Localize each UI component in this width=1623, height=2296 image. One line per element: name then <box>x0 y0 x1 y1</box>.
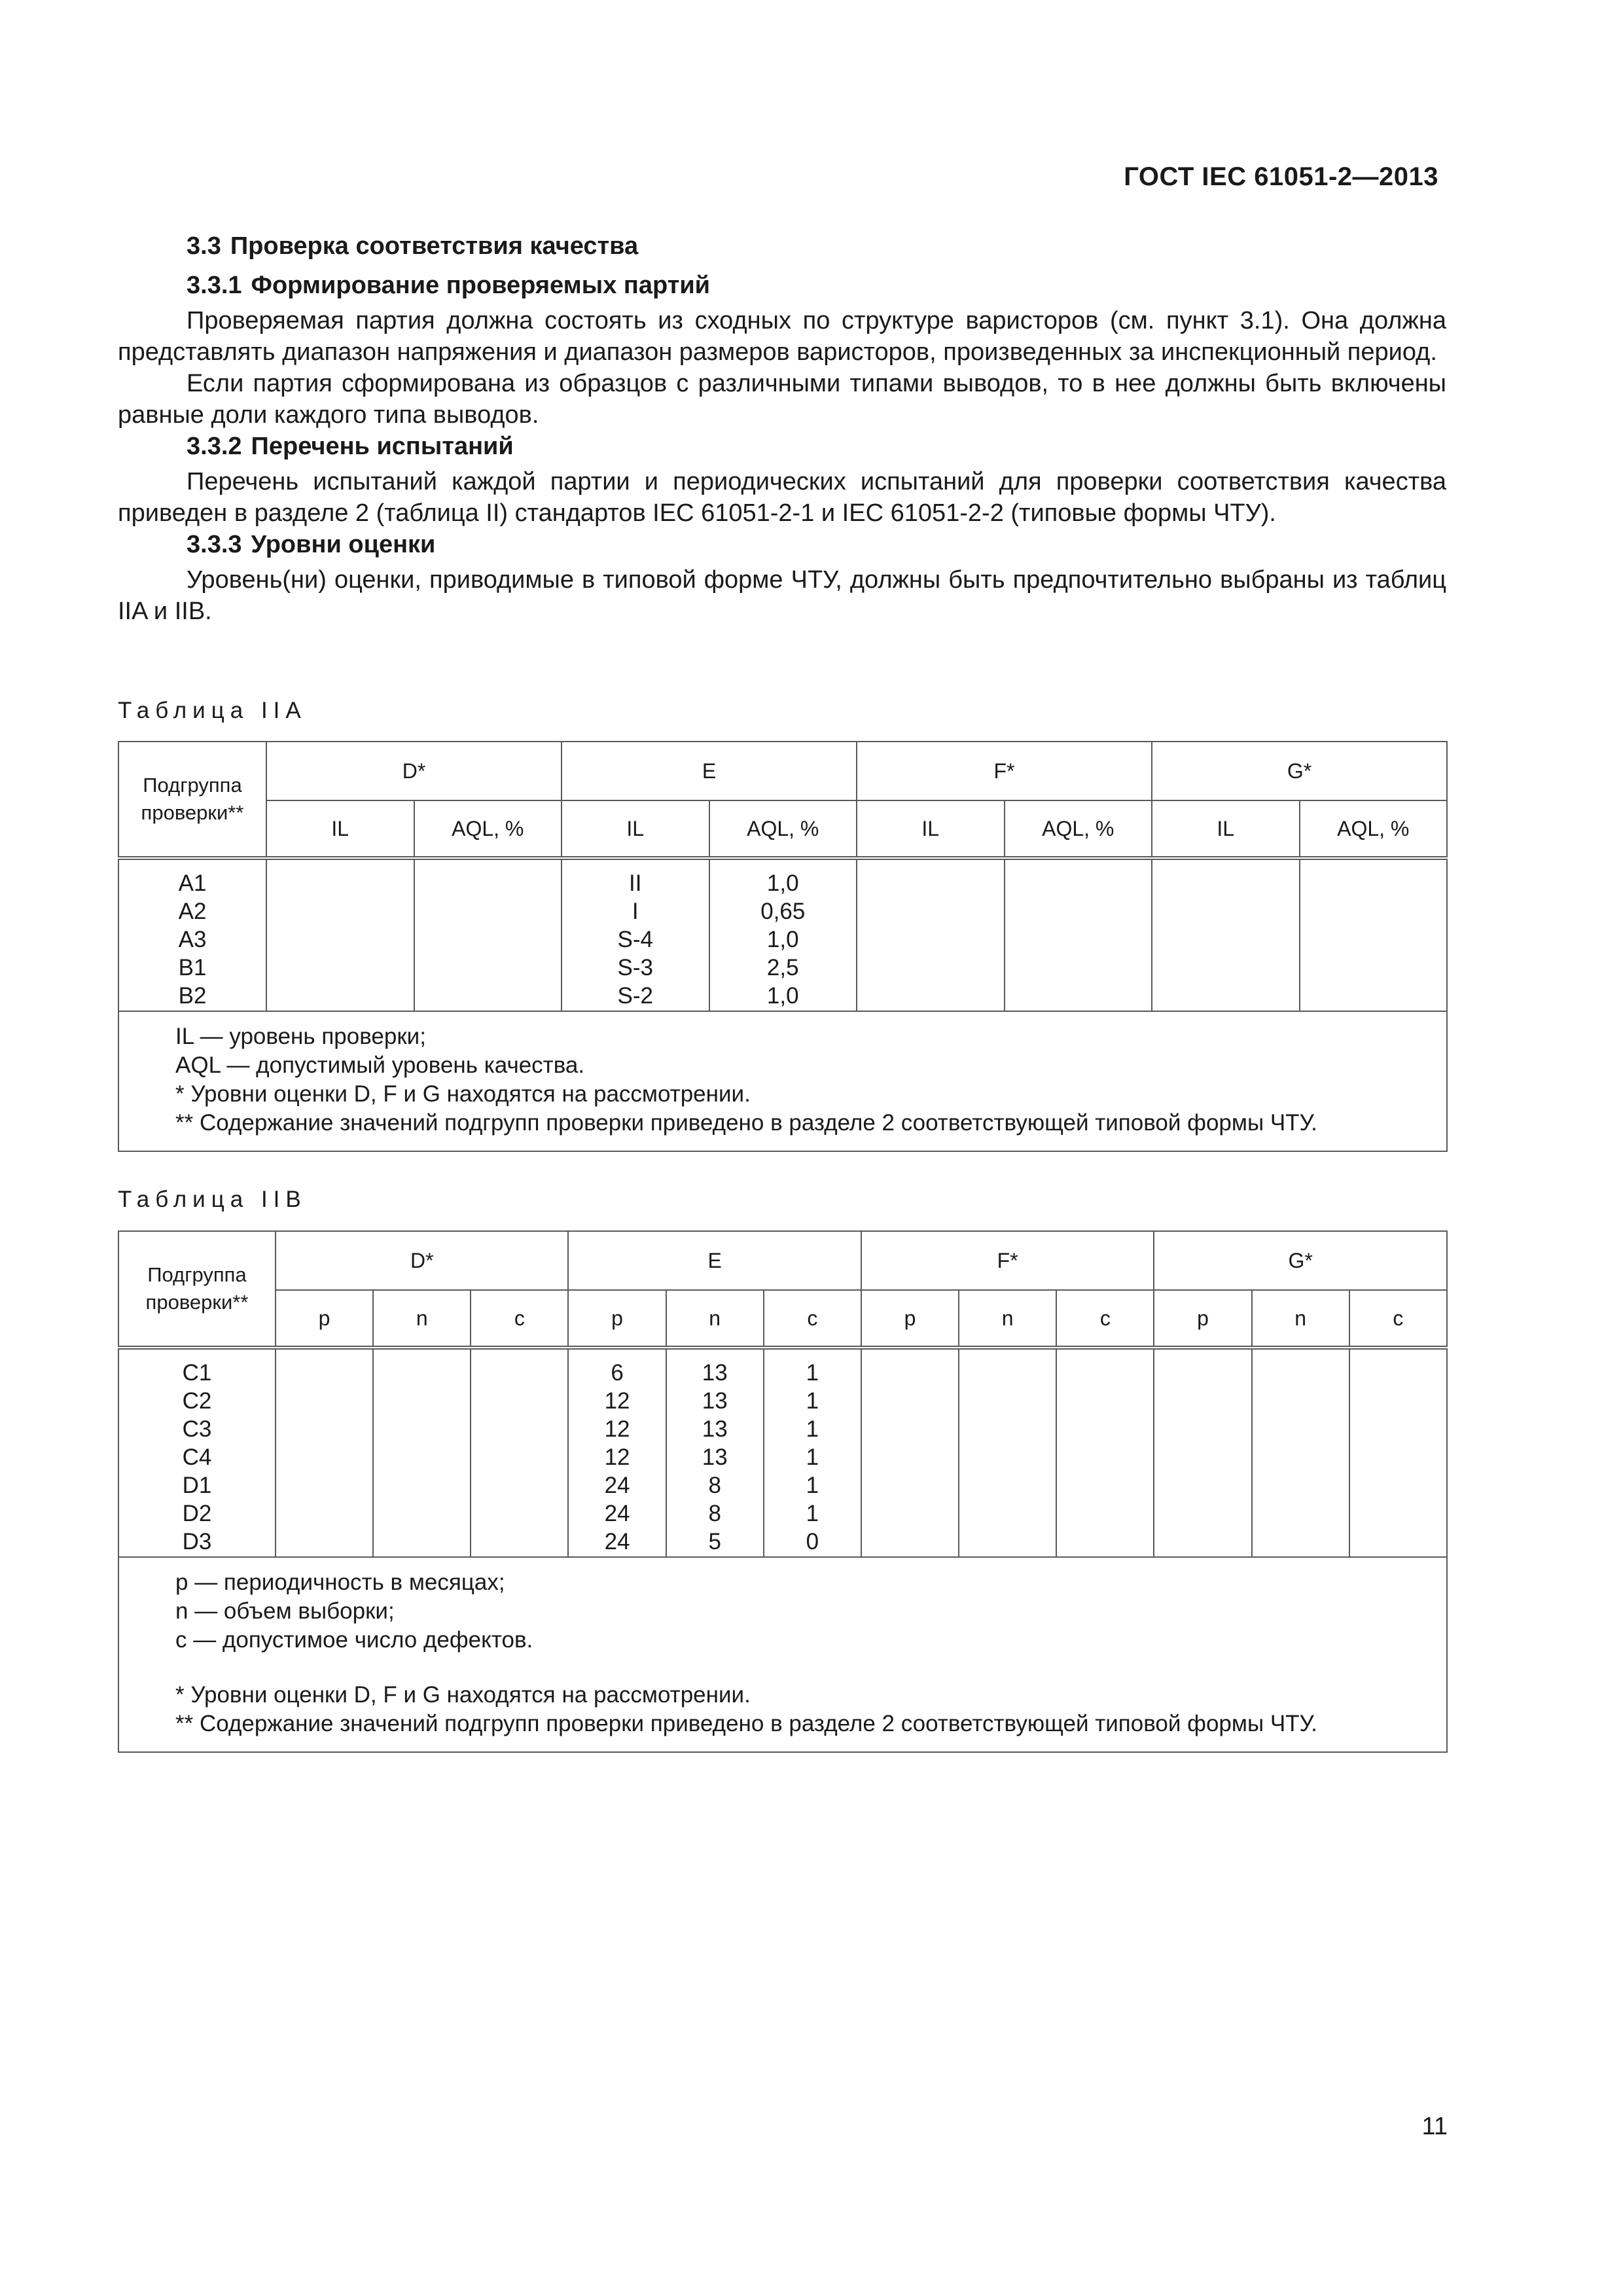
heading-title: Проверка соответствия качества <box>230 232 639 260</box>
level-header-e: E <box>562 742 857 800</box>
g-c-cell <box>1349 1348 1447 1557</box>
f-n-cell <box>959 1348 1056 1557</box>
col-p: p <box>568 1290 666 1348</box>
f-p-cell <box>861 1348 959 1557</box>
f-il-cell <box>857 858 1005 1011</box>
heading-number: 3.3.2 <box>187 433 242 460</box>
heading-3-3-3 <box>187 529 1446 560</box>
level-header-d: D* <box>266 742 562 800</box>
col-aql: AQL, % <box>1005 800 1152 858</box>
page-number: 11 <box>1421 2113 1448 2140</box>
f-aql-cell <box>1005 858 1152 1011</box>
col-n: n <box>666 1290 764 1348</box>
heading-number: 3.3 <box>187 232 221 260</box>
heading-3-3-2 <box>187 431 1446 462</box>
col-il: IL <box>1152 800 1300 858</box>
col-il: IL <box>266 800 414 858</box>
e-aql-values: 1,0 0,65 1,0 2,5 1,0 <box>709 858 857 1011</box>
d-c-cell <box>471 1348 568 1557</box>
level-header-g: G* <box>1152 742 1447 800</box>
col-n: n <box>373 1290 471 1348</box>
g-n-cell <box>1252 1348 1349 1557</box>
col-aql: AQL, % <box>1300 800 1448 858</box>
level-header-d: D* <box>276 1231 568 1290</box>
heading-number: 3.3.3 <box>187 531 242 558</box>
document-id: ГОСТ IEC 61051-2—2013 <box>1124 162 1438 191</box>
heading-title: Перечень испытаний <box>251 433 514 460</box>
e-c-values: 1 1 1 1 1 1 0 <box>764 1348 861 1557</box>
level-header-e: E <box>568 1231 861 1290</box>
d-aql-cell <box>414 858 562 1011</box>
col-n: n <box>959 1290 1056 1348</box>
g-p-cell <box>1154 1348 1251 1557</box>
col-c: c <box>471 1290 568 1348</box>
table-iia <box>118 741 1448 1152</box>
heading-title: Формирование проверяемых партий <box>251 272 711 299</box>
g-aql-cell <box>1300 858 1448 1011</box>
e-p-values: 6 12 12 12 24 24 24 <box>568 1348 666 1557</box>
table-iib <box>118 1230 1448 1753</box>
e-n-values: 13 13 13 13 8 8 5 <box>666 1348 764 1557</box>
heading-title: Уровни оценки <box>251 531 436 558</box>
col-aql: AQL, % <box>709 800 857 858</box>
level-header-f: F* <box>861 1231 1154 1290</box>
col-p: p <box>276 1290 373 1348</box>
col-n: n <box>1252 1290 1349 1348</box>
col-p: p <box>861 1290 959 1348</box>
section-text <box>118 230 1446 627</box>
col-il: IL <box>562 800 709 858</box>
paragraph-3-3-3: Уровень(ни) оценки, приводимые в типовой форме ЧТУ, должны быть предпочтительно выбраны из таблиц IIA и IIB. <box>118 566 1446 625</box>
col-c: c <box>764 1290 861 1348</box>
subgroup-list: A1 A2 A3 B1 B2 <box>118 858 266 1011</box>
subgroup-header: Подгруппа проверки** <box>118 1231 276 1348</box>
col-il: IL <box>857 800 1005 858</box>
col-aql: AQL, % <box>414 800 562 858</box>
subgroup-header: Подгруппа проверки** <box>118 742 266 858</box>
heading-3-3-1 <box>187 270 1446 301</box>
f-c-cell <box>1056 1348 1154 1557</box>
col-c: c <box>1056 1290 1154 1348</box>
paragraph-3-3-1-a: Проверяемая партия должна состоять из сходных по структуре варисторов (см. пункт 3.1). Она должна представлять диапазон напряжения и диапазон размеров варисторов, произведенных за инспекционный период. <box>118 307 1446 366</box>
col-c: c <box>1349 1290 1447 1348</box>
col-p: p <box>1154 1290 1251 1348</box>
level-header-g: G* <box>1154 1231 1447 1290</box>
table-iia-caption: Таблица IIA <box>118 698 307 723</box>
paragraph-3-3-2: Перечень испытаний каждой партии и периодических испытаний для проверки соответствия качества приведен в разделе 2 (таблица II) стандартов IEC 61051-2-1 и IEC 61051-2-2 (типовые формы ЧТУ). <box>118 468 1446 527</box>
d-p-cell <box>276 1348 373 1557</box>
level-header-f: F* <box>857 742 1152 800</box>
subgroup-list: C1 C2 C3 C4 D1 D2 D3 <box>118 1348 276 1557</box>
d-il-cell <box>266 858 414 1011</box>
paragraph-3-3-1-b: Если партия сформирована из образцов с различными типами выводов, то в нее должны быть включены равные доли каждого типа выводов. <box>118 370 1446 429</box>
g-il-cell <box>1152 858 1300 1011</box>
d-n-cell <box>373 1348 471 1557</box>
table-iia-notes: IL — уровень проверки; AQL — допустимый уровень качества. * Уровни оценки D, F и G находятся на рассмотрении. ** Содержание значений подгрупп проверки приведено в разделе 2 соответствующей типовой формы ЧТУ. <box>118 1011 1447 1151</box>
table-iib-caption: Таблица IIB <box>118 1187 307 1212</box>
heading-3-3 <box>187 230 1446 262</box>
table-iib-notes: p — периодичность в месяцах; n — объем выборки; c — допустимое число дефектов. * Уровни оценки D, F и G находятся на рассмотрении. ** Содержание значений подгрупп проверки приведено в разделе 2 соответствующей типовой формы ЧТУ. <box>118 1557 1447 1752</box>
heading-number: 3.3.1 <box>187 272 242 299</box>
e-il-values: II I S-4 S-3 S-2 <box>562 858 709 1011</box>
